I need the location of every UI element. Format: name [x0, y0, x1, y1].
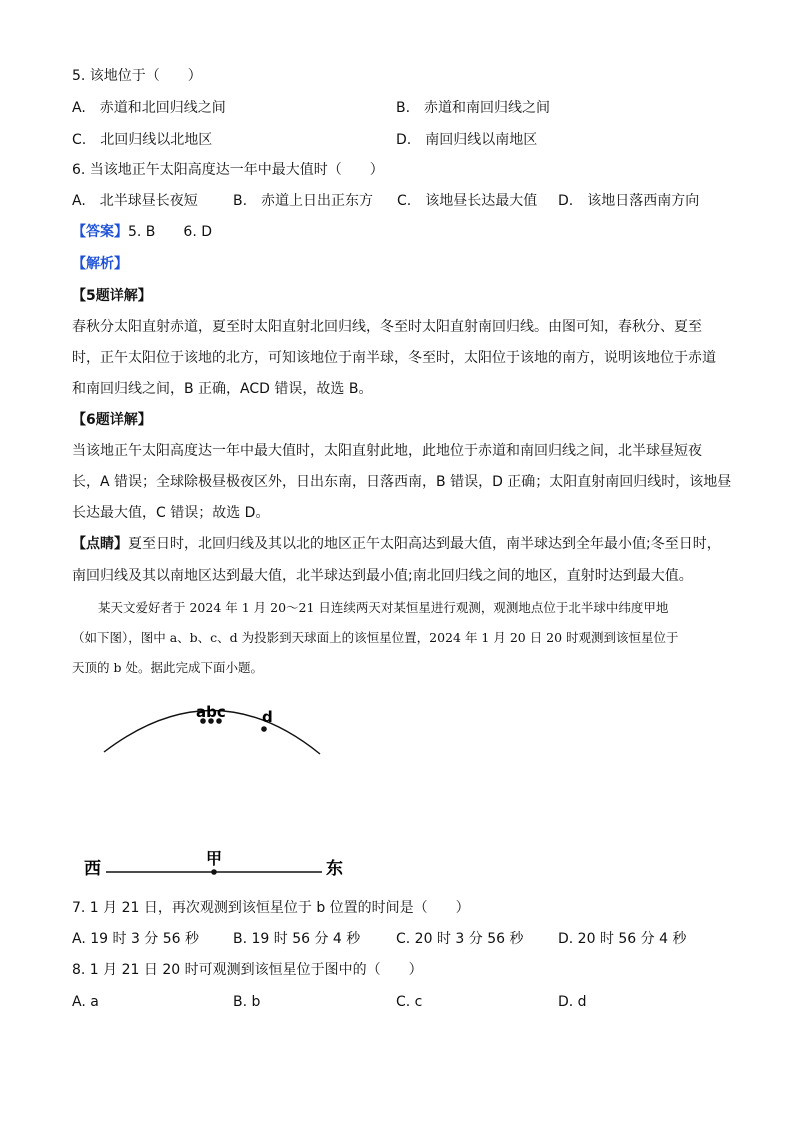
- observer-point: [211, 869, 217, 875]
- q8-option-d: D. d: [558, 994, 587, 1010]
- q8-option-a: A. a: [72, 994, 99, 1010]
- answer-line: [72, 222, 212, 242]
- q8-option-b: B. b: [233, 994, 261, 1010]
- detail6-line-1: 当该地正午太阳高度达一年中最大值时，太阳直射此地，此地位于赤道和南回归线之间，北半球昼短夜: [72, 443, 702, 459]
- analysis-tag: 【解析】: [72, 256, 128, 272]
- label-east: 东: [326, 859, 343, 879]
- detail5-line-2: 时，正午太阳位于该地的北方，可知该地位于南半球，冬至时，太阳位于该地的南方，说明该地位于赤道: [72, 350, 716, 366]
- q8-option-c: C. c: [396, 994, 423, 1010]
- passage-line-1: 某天文爱好者于 2024 年 1 月 20～21 日连续两天对某恒星进行观测，观测地点位于北半球中纬度甲地: [98, 600, 669, 615]
- q6-option-a: A. 北半球昼长夜短: [72, 193, 198, 209]
- answer-tag: 【答案】: [72, 224, 128, 240]
- celestial-diagram: [0, 690, 794, 910]
- q5-option-d: D. 南回归线以南地区: [396, 132, 538, 148]
- detail5-tag: 【5题详解】: [72, 288, 152, 304]
- label-west: 西: [84, 859, 101, 879]
- q6-option-d: D. 该地日落西南方向: [558, 193, 700, 209]
- q7-option-c: C. 20 时 3 分 56 秒: [396, 931, 524, 947]
- q6-option-b: B. 赤道上日出正东方: [233, 193, 374, 209]
- q6-stem: 6. 当该地正午太阳高度达一年中最大值时（ ）: [72, 162, 384, 178]
- detail6-line-3: 长达最大值，C 错误；故选 D。: [72, 505, 270, 521]
- star-point-d: [261, 726, 267, 732]
- q7-option-a: A. 19 时 3 分 56 秒: [72, 931, 200, 947]
- detail5-line-1: 春秋分太阳直射赤道，夏至时太阳直射北回归线，冬至时太阳直射南回归线。由图可知，春秋分、夏至: [72, 319, 702, 335]
- tip-line-2: 南回归线及其以南地区达到最大值，北半球达到最小值;南北回归线之间的地区，直射时达到最大值。: [72, 568, 693, 584]
- q5-option-c: C. 北回归线以北地区: [72, 132, 213, 148]
- tip-text-1: 夏至日时，北回归线及其以北的地区正午太阳高达到最大值，南半球达到全年最小值;冬至日时，: [128, 536, 721, 552]
- label-jia: 甲: [206, 849, 223, 868]
- q5-option-b: B. 赤道和南回归线之间: [396, 100, 551, 116]
- tip-line-1: [72, 534, 721, 554]
- label-abc: abc: [196, 703, 226, 721]
- analysis-line: [72, 254, 128, 274]
- answer-text: 5. B 6. D: [128, 224, 212, 240]
- q7-stem: 7. 1 月 21 日，再次观测到该恒星位于 b 位置的时间是（ ）: [72, 900, 470, 916]
- detail6-tag: 【6题详解】: [72, 412, 152, 428]
- q6-option-c: C. 该地昼长达最大值: [397, 193, 538, 209]
- q7-option-b: B. 19 时 56 分 4 秒: [233, 931, 361, 947]
- label-d: d: [262, 708, 273, 726]
- detail5-line-3: 和南回归线之间，B 正确，ACD 错误，故选 B。: [72, 381, 373, 397]
- q5-option-a: A. 赤道和北回归线之间: [72, 100, 226, 116]
- passage-line-3: 天顶的 b 处。据此完成下面小题。: [72, 660, 263, 675]
- q8-stem: 8. 1 月 21 日 20 时可观测到该恒星位于图中的（ ）: [72, 962, 423, 978]
- passage-line-2: （如下图），图中 a、b、c、d 为投影到天球面上的该恒星位置，2024 年 1 月 20 日 20 时观测到该恒星位于: [72, 630, 679, 645]
- q7-option-d: D. 20 时 56 分 4 秒: [558, 931, 687, 947]
- tip-tag: 【点睛】: [72, 536, 128, 552]
- detail6-line-2: 长，A 错误；全球除极昼极夜区外，日出东南，日落西南，B 错误，D 正确；太阳直射南回归线时，该地昼: [72, 474, 732, 490]
- q5-stem: 5. 该地位于（ ）: [72, 68, 202, 84]
